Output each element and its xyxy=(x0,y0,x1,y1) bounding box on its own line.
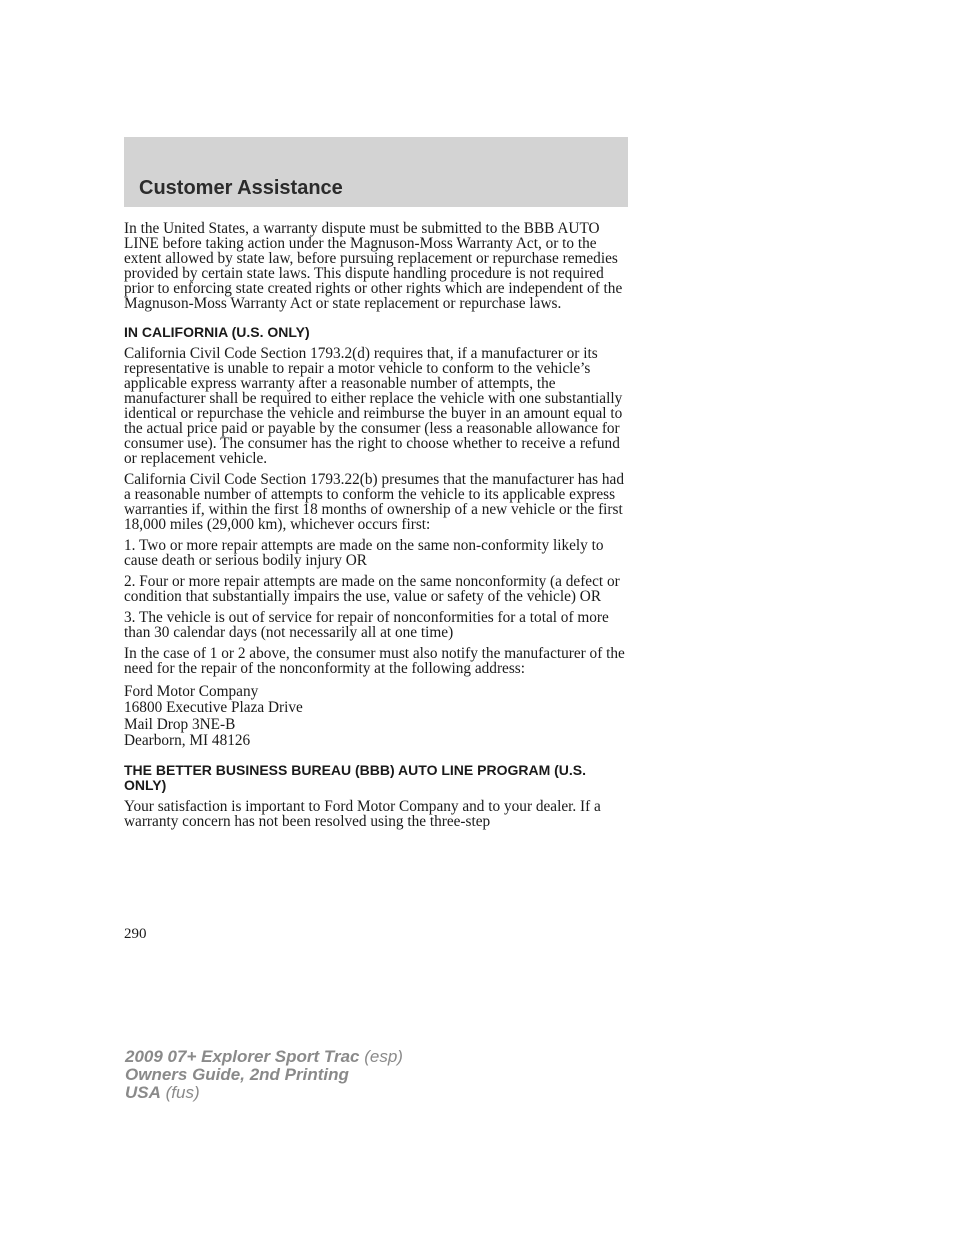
list-item: 3. The vehicle is out of service for repair of nonconformities for a total of more than 30 calendar days (not necessarily all at one time) xyxy=(124,609,609,641)
footer-model-code: (esp) xyxy=(359,1047,403,1066)
address-line: 16800 Executive Plaza Drive xyxy=(124,699,303,717)
page-number: 290 xyxy=(124,926,147,942)
section-header-band xyxy=(124,137,628,207)
california-paragraph-1: California Civil Code Section 1793.2(d) requires that, if a manufacturer or its representative is unable to repair a motor vehicle to conform to the vehicle’s applicable express warranty after a reasonable number of attempts, the manufacturer shall be required to either replace the vehicle with one substantially identical or repurchase the vehicle and reimburse the buyer in an amount equal to the actual price paid or payable by the consumer (less a reasonable allowance for consumer use). The consumer has the right to choose whether to receive a refund or replacement vehicle. xyxy=(124,345,623,467)
list-item: 1. Two or more repair attempts are made on the same non-conformity likely to cause death or serious bodily injury OR xyxy=(124,537,604,569)
address-line: Ford Motor Company xyxy=(124,683,259,700)
intro-paragraph: In the United States, a warranty dispute must be submitted to the BBB AUTO LINE before taking action under the Magnuson-Moss Warranty Act, or to the extent allowed by state law, before pursuing replacement or repurchase remedies provided by certain state laws. This dispute handling procedure is not required prior to enforcing state created rights or other rights which are independent of the Magnuson-Moss Warranty Act or state replacement or repurchase laws. xyxy=(124,220,623,312)
bbb-paragraph: Your satisfaction is important to Ford Motor Company and to your dealer. If a warranty concern has not been resolved using the three-step xyxy=(124,798,601,831)
list-item: 2. Four or more repair attempts are made on the same nonconformity (a defect or condition that substantially impairs the use, value or safety of the vehicle) OR xyxy=(124,573,620,605)
mailing-address xyxy=(124,684,630,749)
footer-line-2 xyxy=(125,1066,403,1084)
footer-printing: Owners Guide, 2nd Printing xyxy=(125,1065,349,1084)
page-content xyxy=(124,221,630,835)
footer-market-code: (fus) xyxy=(160,1083,200,1102)
section-title: Customer Assistance xyxy=(139,177,343,199)
address-line: Mail Drop 3NE-B xyxy=(124,715,236,733)
footer-market: USA xyxy=(125,1083,161,1102)
footer-model: 2009 07+ Explorer Sport Trac xyxy=(125,1047,360,1066)
address-line: Dearborn, MI 48126 xyxy=(124,731,251,749)
document-footer xyxy=(125,1048,403,1102)
notify-paragraph: In the case of 1 or 2 above, the consumer must also notify the manufacturer of the need for the repair of the nonconformity at the following address: xyxy=(124,645,625,677)
california-paragraph-2: California Civil Code Section 1793.22(b) presumes that the manufacturer has had a reasonable number of attempts to conform the vehicle to its applicable express warranties if, within the first 18 months of ownership of a new vehicle or the first 18,000 miles (29,000 km), whichever occurs first: xyxy=(124,471,624,533)
bbb-heading: THE BETTER BUSINESS BUREAU (BBB) AUTO LINE PROGRAM (U.S. ONLY) xyxy=(124,762,587,794)
california-heading: IN CALIFORNIA (U.S. ONLY) xyxy=(124,324,310,340)
footer-line-3 xyxy=(125,1084,403,1102)
footer-line-1 xyxy=(125,1048,403,1066)
